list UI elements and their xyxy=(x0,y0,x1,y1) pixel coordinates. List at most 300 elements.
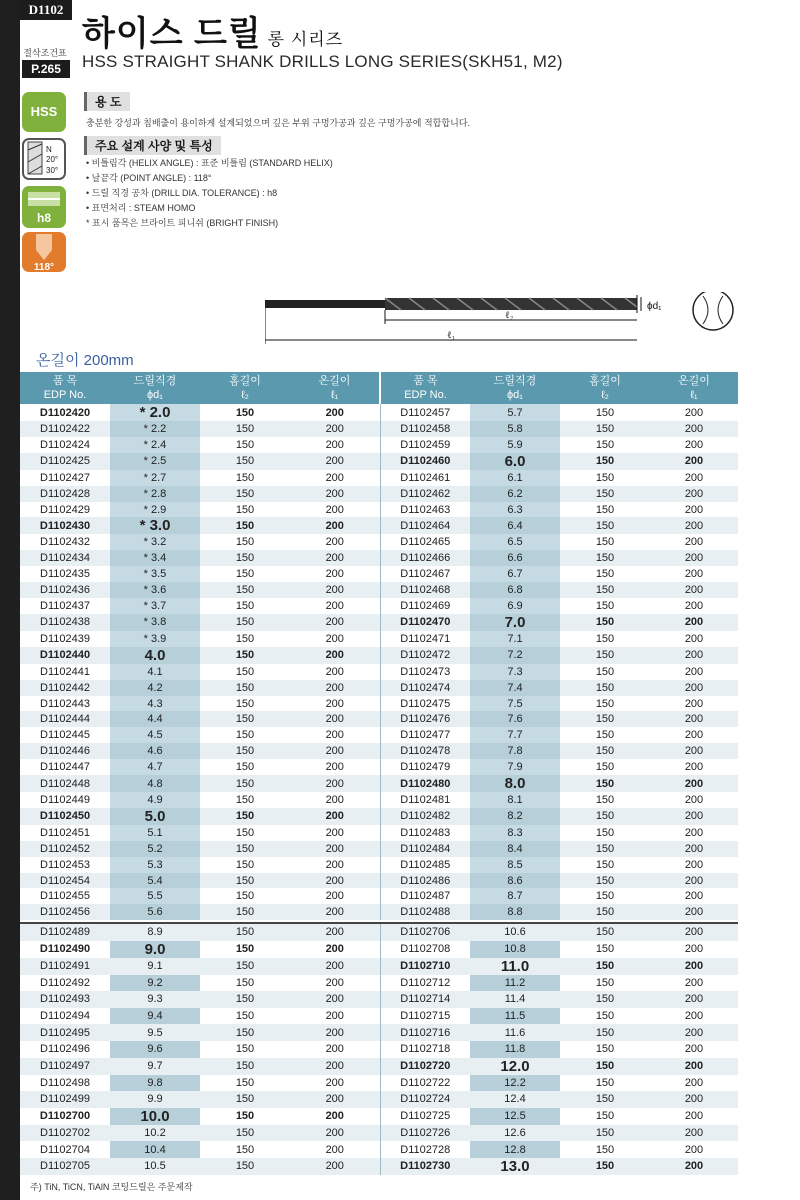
diameter-cell: 12.5 xyxy=(470,1108,560,1125)
flute-length-cell: 150 xyxy=(595,826,615,839)
diameter-cell: 4.7 xyxy=(110,759,200,775)
diameter-cell: 5.7 xyxy=(470,404,560,421)
table-row xyxy=(20,711,738,727)
edp-cell: D1102422 xyxy=(20,421,110,437)
flute-length-cell: 150 xyxy=(235,503,255,516)
diameter-cell: 4.1 xyxy=(110,664,200,680)
edp-cell: D1102493 xyxy=(20,991,110,1008)
table-row xyxy=(20,904,738,920)
edp-cell: D1102724 xyxy=(380,1091,470,1108)
header-diameter: 드릴직경 ϕd₁ xyxy=(470,372,560,404)
diameter-cell: 9.9 xyxy=(110,1091,200,1108)
diameter-cell: 12.4 xyxy=(470,1091,560,1108)
overall-length-cell: 200 xyxy=(325,599,344,612)
table-row xyxy=(20,1041,738,1058)
edp-cell: D1102478 xyxy=(380,743,470,759)
left-sidebar-bar xyxy=(0,0,20,1200)
edp-cell: D1102700 xyxy=(39,1110,91,1123)
table-row xyxy=(20,888,738,904)
flute-length-cell: 150 xyxy=(560,680,650,696)
edp-cell: D1102451 xyxy=(40,826,90,839)
diameter-cell: 7.9 xyxy=(470,759,560,775)
overall-length-cell: 200 xyxy=(290,904,380,920)
table-row xyxy=(20,759,738,775)
overall-length-cell: 200 xyxy=(650,808,738,825)
flute-length-cell: 150 xyxy=(200,647,290,664)
diameter-cell: * 3.9 xyxy=(110,631,200,647)
edp-cell: D1102704 xyxy=(40,1143,90,1156)
table-row xyxy=(20,743,738,759)
flute-length-cell: 150 xyxy=(595,536,615,549)
edp-cell: D1102715 xyxy=(380,1008,470,1025)
edp-cell: D1102487 xyxy=(380,888,470,904)
diameter-cell: 8.6 xyxy=(470,873,560,889)
diameter-cell: * 2.0 xyxy=(110,404,200,421)
flute-length-symbol: ℓ₂ xyxy=(505,310,514,321)
edp-cell: D1102420 xyxy=(39,406,91,419)
diameter-cell: 5.9 xyxy=(470,437,560,453)
flute-length-cell: 150 xyxy=(235,943,255,956)
flute-length-cell: 150 xyxy=(200,991,290,1008)
header-edp: 품 목 EDP No. xyxy=(380,372,470,404)
overall-length-cell: 200 xyxy=(290,775,380,792)
table-row xyxy=(20,873,738,889)
tolerance-badge xyxy=(22,186,66,228)
overall-length-cell: 200 xyxy=(650,958,738,975)
overall-length-cell: 200 xyxy=(684,826,704,839)
overall-length-cell: 200 xyxy=(290,517,380,534)
overall-length-cell: 200 xyxy=(290,841,380,857)
diameter-cell: 7.5 xyxy=(470,696,560,712)
diameter-cell: 10.0 xyxy=(110,1108,200,1125)
spec-item: • 드릴 직경 공차 (DRILL DIA. TOLERANCE) : h8 xyxy=(86,188,278,198)
edp-cell: D1102459 xyxy=(380,437,470,453)
edp-cell: D1102499 xyxy=(20,1091,110,1108)
flute-length-cell: 150 xyxy=(560,991,650,1008)
diameter-cell: 8.1 xyxy=(470,792,560,808)
diameter-cell: 8.5 xyxy=(470,857,560,873)
overall-length-cell: 200 xyxy=(290,958,380,975)
flute-length-cell: 150 xyxy=(560,958,650,975)
flute-length-cell: 150 xyxy=(595,729,615,742)
edp-cell: D1102484 xyxy=(380,841,470,857)
overall-length-cell: 200 xyxy=(325,536,344,549)
table-row xyxy=(20,534,738,550)
table-row xyxy=(20,1158,738,1175)
drill-spec-table xyxy=(20,372,738,920)
diameter-cell: 7.2 xyxy=(470,647,560,664)
diameter-cell: 10.5 xyxy=(110,1158,200,1175)
edp-cell: D1102452 xyxy=(20,841,110,857)
table-row xyxy=(20,857,738,873)
overall-length-cell: 200 xyxy=(684,1043,704,1056)
edp-cell: D1102481 xyxy=(380,792,470,808)
edp-cell: D1102489 xyxy=(20,923,110,941)
overall-length-cell: 200 xyxy=(684,406,704,419)
overall-length-cell: 200 xyxy=(325,406,344,419)
flute-length-cell: 150 xyxy=(200,486,290,502)
diameter-cell: 13.0 xyxy=(470,1158,560,1175)
edp-cell: D1102725 xyxy=(380,1108,470,1125)
flute-length-cell: 150 xyxy=(560,808,650,825)
diameter-cell: 9.2 xyxy=(110,975,200,992)
overall-length-cell: 200 xyxy=(325,1076,344,1089)
flute-length-cell: 150 xyxy=(200,421,290,437)
flute-length-cell: 150 xyxy=(200,775,290,792)
overall-length-cell: 200 xyxy=(684,943,704,956)
overall-length-cell: 200 xyxy=(684,976,704,989)
edp-cell: D1102480 xyxy=(380,775,470,792)
edp-cell: D1102716 xyxy=(380,1024,470,1041)
flute-length-cell: 150 xyxy=(235,599,255,612)
flute-length-cell: 150 xyxy=(595,1143,615,1156)
overall-length-cell: 200 xyxy=(684,665,704,678)
diameter-cell: * 3.0 xyxy=(110,517,200,534)
edp-cell: D1102456 xyxy=(20,904,110,920)
table-row xyxy=(20,941,738,958)
overall-length-cell: 200 xyxy=(290,873,380,889)
flute-length-cell: 150 xyxy=(560,582,650,598)
table-row xyxy=(20,958,738,975)
edp-cell: D1102465 xyxy=(380,534,470,550)
diameter-cell: 7.3 xyxy=(470,664,560,680)
title-english: HSS STRAIGHT SHANK DRILLS LONG SERIES(SKH51, M2) xyxy=(82,52,563,71)
table-row xyxy=(20,517,738,534)
overall-length-cell: 200 xyxy=(650,582,738,598)
diameter-cell: 7.4 xyxy=(470,680,560,696)
flute-length-cell: 150 xyxy=(235,438,255,451)
overall-length-cell: 200 xyxy=(325,471,344,484)
flute-length-cell: 150 xyxy=(560,1158,650,1175)
diameter-cell: * 3.2 xyxy=(110,534,200,550)
edp-cell: D1102472 xyxy=(380,647,470,664)
flute-length-cell: 150 xyxy=(235,568,255,581)
edp-cell: D1102491 xyxy=(20,958,110,975)
table-row xyxy=(20,727,738,743)
diameter-cell: 9.7 xyxy=(110,1058,200,1075)
diameter-cell: * 3.5 xyxy=(110,566,200,582)
overall-length-cell: 200 xyxy=(650,517,738,534)
overall-length-cell: 200 xyxy=(325,438,344,451)
edp-cell: D1102482 xyxy=(380,808,470,825)
diameter-cell: 5.0 xyxy=(110,808,200,825)
flute-length-cell: 150 xyxy=(200,958,290,975)
diameter-cell: * 2.8 xyxy=(110,486,200,502)
overall-length-cell: 200 xyxy=(684,729,704,742)
edp-cell: D1102714 xyxy=(380,991,470,1008)
overall-length-cell: 200 xyxy=(650,453,738,470)
overall-length-cell: 200 xyxy=(325,697,344,710)
diameter-cell: 6.4 xyxy=(470,517,560,534)
overall-length-cell: 200 xyxy=(290,743,380,759)
diameter-cell: 6.7 xyxy=(470,566,560,582)
flute-length-cell: 150 xyxy=(560,550,650,566)
diameter-cell: 7.1 xyxy=(470,631,560,647)
diameter-cell: 8.4 xyxy=(470,841,560,857)
overall-length-cell: 200 xyxy=(684,536,704,549)
table-row xyxy=(20,808,738,825)
table-row xyxy=(20,664,738,680)
overall-length-cell: 200 xyxy=(650,775,738,792)
diameter-cell: * 2.4 xyxy=(110,437,200,453)
edp-cell: D1102447 xyxy=(40,761,90,774)
diameter-cell: 9.3 xyxy=(110,991,200,1008)
overall-length-cell: 200 xyxy=(290,486,380,502)
header-overall-length: 온길이 ℓ₁ xyxy=(290,372,380,404)
edp-cell: D1102475 xyxy=(380,696,470,712)
diameter-cell: 4.4 xyxy=(110,711,200,727)
usage-text: 충분한 강성과 칩배출이 용이하게 설계되었으며 깊은 부위 구멍가공과 깊은 구멍가공에 적합합니다. xyxy=(86,118,470,128)
overall-length-cell: 200 xyxy=(325,729,344,742)
header-edp: 품 목 EDP No. xyxy=(20,372,110,404)
diameter-cell: 4.9 xyxy=(110,792,200,808)
usage-heading: 용 도 xyxy=(84,92,130,111)
diameter-cell: 11.5 xyxy=(470,1008,560,1025)
overall-length-cell: 200 xyxy=(290,421,380,437)
flute-length-cell: 150 xyxy=(200,582,290,598)
flute-length-cell: 150 xyxy=(200,517,290,534)
table-row xyxy=(20,582,738,598)
table-row xyxy=(20,647,738,664)
diameter-cell: * 2.9 xyxy=(110,502,200,518)
overall-length-cell: 200 xyxy=(290,647,380,664)
edp-cell: D1102473 xyxy=(380,664,470,680)
diameter-cell: 8.2 xyxy=(470,808,560,825)
diameter-cell: 8.9 xyxy=(110,923,200,941)
diameter-cell: 10.2 xyxy=(110,1125,200,1142)
flute-length-cell: 150 xyxy=(595,1043,615,1056)
table-row xyxy=(20,502,738,518)
overall-length-cell: 200 xyxy=(325,632,344,645)
edp-cell: D1102461 xyxy=(380,470,470,486)
edp-cell: D1102449 xyxy=(40,793,90,806)
diameter-cell: 5.4 xyxy=(110,873,200,889)
diameter-cell: 4.3 xyxy=(110,696,200,712)
edp-cell: D1102490 xyxy=(39,943,91,956)
flute-length-cell: 150 xyxy=(595,858,615,871)
flute-length-cell: 150 xyxy=(595,793,615,806)
overall-length-cell: 200 xyxy=(684,471,704,484)
overall-length-cell: 200 xyxy=(290,1158,380,1175)
flute-length-cell: 150 xyxy=(235,697,255,710)
helix-angle-icon xyxy=(22,138,66,180)
overall-length-cell: 200 xyxy=(650,904,738,920)
overall-length-cell: 200 xyxy=(650,1024,738,1041)
flute-length-cell: 150 xyxy=(560,486,650,502)
edp-cell: D1102486 xyxy=(380,873,470,889)
edp-cell: D1102474 xyxy=(380,680,470,696)
diameter-cell: 10.6 xyxy=(470,923,560,941)
table-row xyxy=(20,1108,738,1125)
overall-length-cell: 200 xyxy=(325,1110,344,1123)
diameter-cell: 12.2 xyxy=(470,1075,560,1092)
point-angle-badge xyxy=(22,232,66,272)
diameter-cell: 8.7 xyxy=(470,888,560,904)
edp-cell: D1102458 xyxy=(380,421,470,437)
overall-length-cell: 200 xyxy=(290,808,380,825)
flute-length-cell: 150 xyxy=(235,826,255,839)
flute-length-cell: 150 xyxy=(235,471,255,484)
diameter-cell: * 3.6 xyxy=(110,582,200,598)
diameter-cell: 4.2 xyxy=(110,680,200,696)
flute-length-cell: 150 xyxy=(560,421,650,437)
drill-cross-section xyxy=(693,292,733,330)
edp-cell: D1102448 xyxy=(20,775,110,792)
table-row xyxy=(20,696,738,712)
edp-cell: D1102453 xyxy=(40,858,90,871)
table-header-row xyxy=(20,372,738,404)
edp-cell: D1102497 xyxy=(20,1058,110,1075)
helix-angle-min: 20° xyxy=(46,155,59,164)
edp-cell: D1102726 xyxy=(380,1125,470,1142)
overall-length-cell: 200 xyxy=(650,743,738,759)
flute-length-cell: 150 xyxy=(200,1091,290,1108)
table-row xyxy=(20,1008,738,1025)
diameter-cell: 11.2 xyxy=(470,975,560,992)
flute-length-cell: 150 xyxy=(235,729,255,742)
flute-length-cell: 150 xyxy=(595,1076,615,1089)
diameter-symbol: ϕd₁ xyxy=(647,301,662,312)
overall-length-cell: 200 xyxy=(325,665,344,678)
table-row xyxy=(20,550,738,566)
reference-page[interactable]: P.265 xyxy=(22,60,70,78)
overall-length-cell: 200 xyxy=(650,486,738,502)
edp-cell: D1102424 xyxy=(40,438,90,451)
catalog-code: D1102 xyxy=(20,0,72,20)
overall-length-cell: 200 xyxy=(684,761,704,774)
edp-cell: D1102479 xyxy=(380,759,470,775)
flute-length-cell: 150 xyxy=(200,614,290,631)
edp-cell: D1102469 xyxy=(380,598,470,614)
edp-cell: D1102483 xyxy=(380,825,470,841)
diameter-cell: * 3.8 xyxy=(110,614,200,631)
table-row xyxy=(20,631,738,647)
edp-cell: D1102470 xyxy=(380,614,470,631)
table-row xyxy=(20,470,738,486)
diameter-cell: 7.8 xyxy=(470,743,560,759)
overall-length-label: 온길이 200mm xyxy=(36,352,134,369)
flute-length-cell: 150 xyxy=(560,614,650,631)
overall-length-cell: 200 xyxy=(325,503,344,516)
overall-length-cell: 200 xyxy=(290,614,380,631)
flute-length-cell: 150 xyxy=(200,841,290,857)
spec-item: • 표면처리 : STEAM HOMO xyxy=(86,203,196,213)
drill-spec-table-continued xyxy=(20,922,738,1175)
overall-length-symbol: ℓ₁ xyxy=(447,330,456,341)
diameter-cell: 9.1 xyxy=(110,958,200,975)
overall-length-cell: 200 xyxy=(684,1010,704,1023)
overall-length-cell: 200 xyxy=(650,550,738,566)
edp-cell: D1102705 xyxy=(20,1158,110,1175)
flute-length-cell: 150 xyxy=(200,743,290,759)
edp-cell: D1102464 xyxy=(380,517,470,534)
edp-cell: D1102434 xyxy=(20,550,110,566)
edp-cell: D1102457 xyxy=(380,404,470,421)
diameter-cell: 6.3 xyxy=(470,502,560,518)
flute-length-cell: 150 xyxy=(235,976,255,989)
edp-cell: D1102454 xyxy=(20,873,110,889)
table-row xyxy=(20,453,738,470)
edp-cell: D1102485 xyxy=(380,857,470,873)
flute-length-cell: 150 xyxy=(200,711,290,727)
overall-length-cell: 200 xyxy=(325,568,344,581)
edp-cell: D1102708 xyxy=(380,941,470,958)
flute-length-cell: 150 xyxy=(200,550,290,566)
header-flute-length: 홈길이 ℓ₂ xyxy=(200,372,290,404)
edp-cell: D1102450 xyxy=(20,808,110,825)
flute-length-cell: 150 xyxy=(595,890,615,903)
flute-length-cell: 150 xyxy=(560,1024,650,1041)
table-row xyxy=(20,566,738,582)
diameter-cell: 12.8 xyxy=(470,1141,560,1158)
diameter-cell: * 2.5 xyxy=(110,453,200,470)
spec-item: • 비틀림각 (HELIX ANGLE) : 표준 비틀림 (STANDARD HELIX) xyxy=(86,158,333,168)
overall-length-cell: 200 xyxy=(290,1024,380,1041)
flute-length-cell: 150 xyxy=(235,761,255,774)
edp-cell: D1102730 xyxy=(380,1158,470,1175)
diameter-cell: 11.0 xyxy=(470,958,560,975)
title-subtitle: 롱 시리즈 xyxy=(267,30,344,49)
edp-cell: D1102496 xyxy=(40,1043,90,1056)
overall-length-cell: 200 xyxy=(650,647,738,664)
point-angle-label: 118° xyxy=(33,262,55,272)
flute-length-cell: 150 xyxy=(595,599,615,612)
spec-item: * 표시 품목은 브라이트 피니쉬 (BRIGHT FINISH) xyxy=(86,218,279,228)
drill-flutes xyxy=(385,298,637,310)
overall-length-cell: 200 xyxy=(684,438,704,451)
overall-length-cell: 200 xyxy=(325,826,344,839)
edp-cell: D1102463 xyxy=(380,502,470,518)
hss-badge: HSS xyxy=(22,92,66,132)
edp-cell: D1102468 xyxy=(380,582,470,598)
table-row xyxy=(20,598,738,614)
drill-shank xyxy=(265,300,385,308)
overall-length-cell: 200 xyxy=(325,793,344,806)
specs-heading: 주요 설계 사양 및 특성 xyxy=(84,136,221,155)
diameter-cell: 11.8 xyxy=(470,1041,560,1058)
edp-cell: D1102445 xyxy=(40,729,90,742)
table-row xyxy=(20,421,738,437)
table-row xyxy=(20,680,738,696)
edp-cell: D1102437 xyxy=(40,599,90,612)
flute-length-cell: 150 xyxy=(595,665,615,678)
cutting-condition-label: 절삭조건표 xyxy=(23,48,67,58)
edp-cell: D1102722 xyxy=(380,1075,470,1092)
specs-list xyxy=(86,156,333,231)
flute-length-cell: 150 xyxy=(235,632,255,645)
header-overall-length: 온길이 ℓ₁ xyxy=(650,372,738,404)
overall-length-cell: 200 xyxy=(325,858,344,871)
overall-length-cell: 200 xyxy=(684,890,704,903)
overall-length-cell: 200 xyxy=(290,582,380,598)
overall-length-cell: 200 xyxy=(290,1125,380,1142)
overall-length-cell: 200 xyxy=(290,1058,380,1075)
overall-length-cell: 200 xyxy=(650,873,738,889)
edp-cell: D1102495 xyxy=(20,1024,110,1041)
edp-cell: D1102446 xyxy=(20,743,110,759)
header-flute-length: 홈길이 ℓ₂ xyxy=(560,372,650,404)
flute-length-cell: 150 xyxy=(560,923,650,941)
overall-length-cell: 200 xyxy=(290,991,380,1008)
flute-length-cell: 150 xyxy=(595,943,615,956)
edp-cell: D1102488 xyxy=(380,904,470,920)
flute-length-cell: 150 xyxy=(595,761,615,774)
diameter-cell: 5.8 xyxy=(470,421,560,437)
edp-cell: D1102444 xyxy=(20,711,110,727)
flute-length-cell: 150 xyxy=(560,1058,650,1075)
edp-cell: D1102706 xyxy=(380,923,470,941)
overall-length-cell: 200 xyxy=(684,503,704,516)
